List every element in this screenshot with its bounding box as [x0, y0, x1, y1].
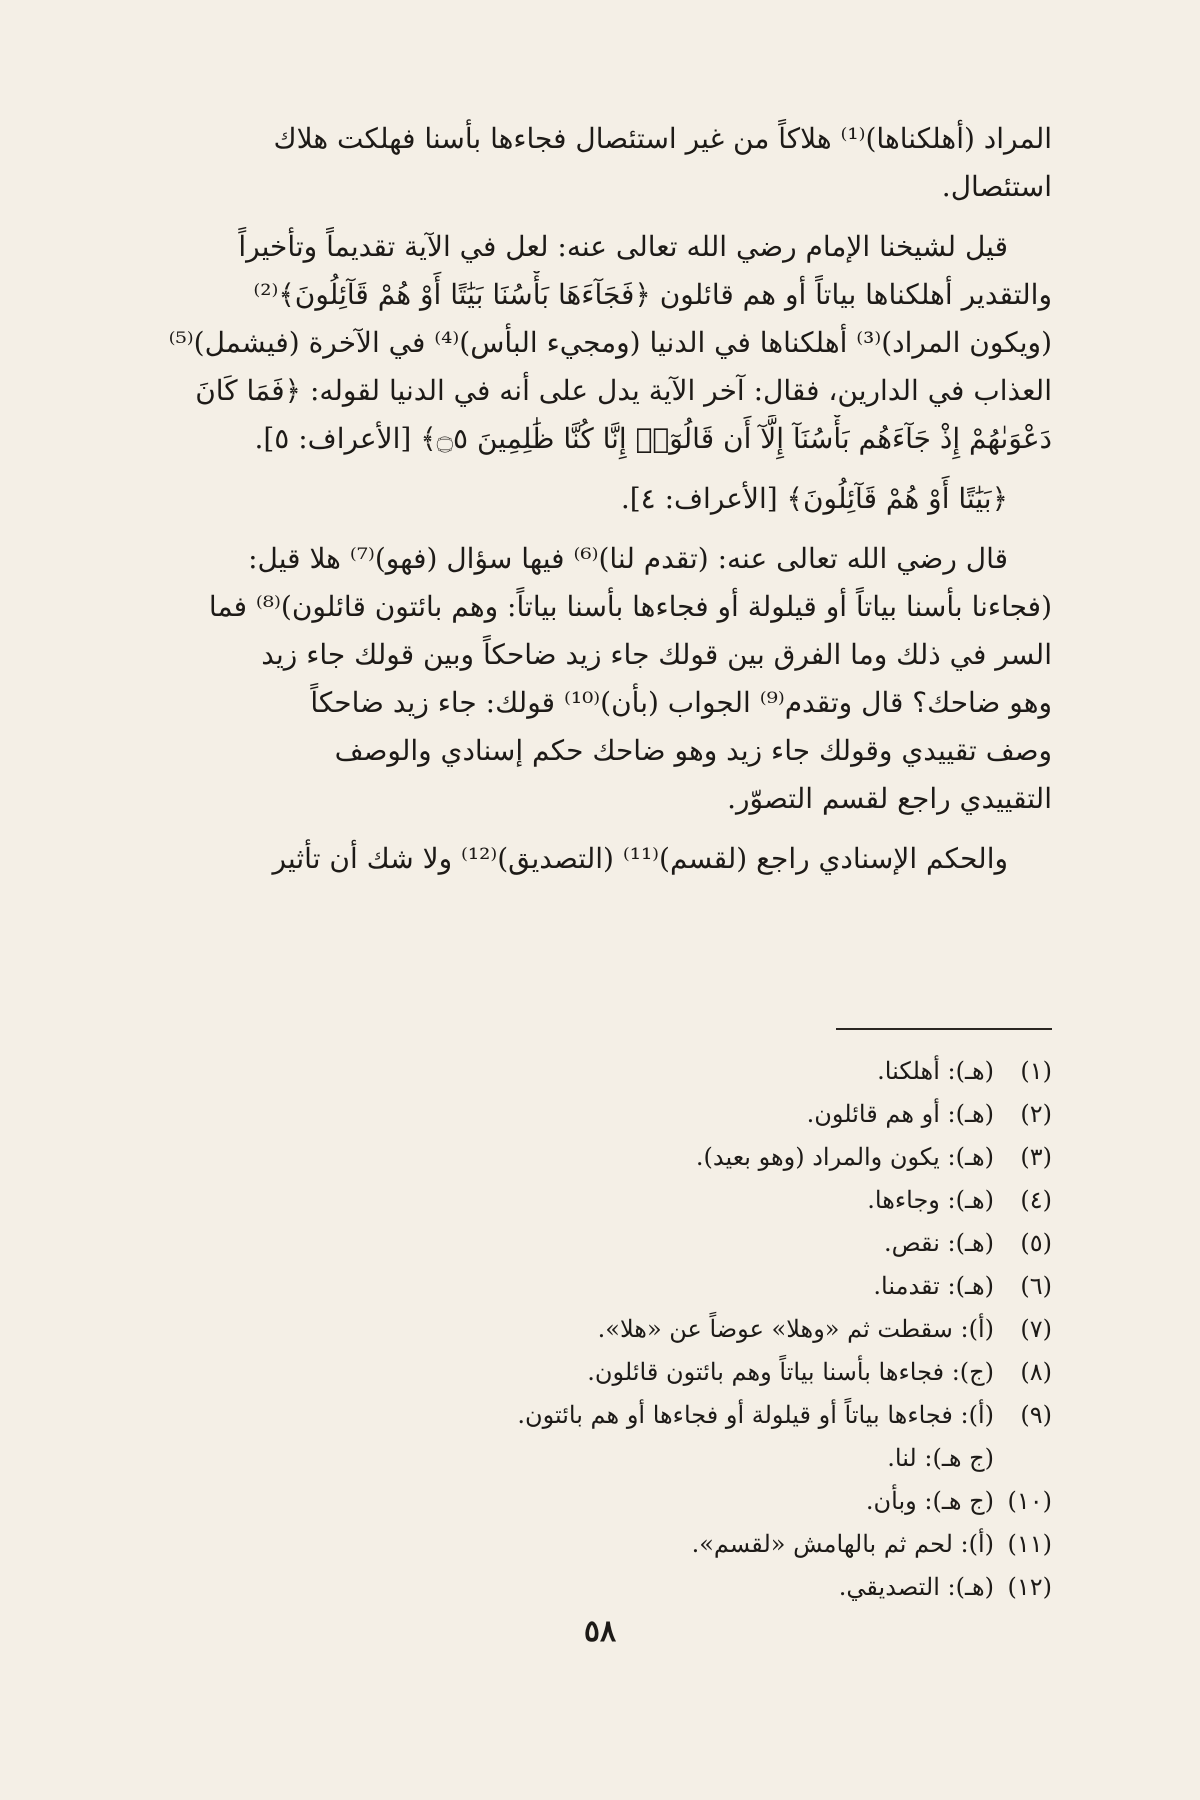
- footnote-text: (هـ): أو هم قائلون.: [806, 1100, 994, 1128]
- footnote: [92, 1308, 1052, 1351]
- text-line: ﴿بَيَٰتًا أَوْ هُمْ قَآئِلُونَ﴾ [الأعراف: ٤].: [620, 482, 1008, 515]
- footnote-text: (هـ): وجاءها.: [867, 1186, 994, 1214]
- text-line: استئصال.: [941, 170, 1052, 203]
- footnote: [92, 1093, 1052, 1136]
- footnote-text: (هـ): نقص.: [884, 1229, 994, 1257]
- text-line: المراد (أهلكناها)⁽¹⁾ هلاكاً من غير استئصال فجاءها بأسنا فهلكت هلاك: [273, 122, 1052, 155]
- text-line: (ويكون المراد)⁽³⁾ أهلكناها في الدنيا (ومجيء البأس)⁽⁴⁾ في الآخرة (فيشمل)⁽⁵⁾: [168, 326, 1052, 359]
- footnote: [92, 1265, 1052, 1308]
- footnote-text: (ج هـ): وبأن.: [865, 1487, 994, 1515]
- page-number: ٥٨: [583, 1614, 617, 1649]
- footnote: [92, 1136, 1052, 1179]
- footnote-number: (٤): [1020, 1186, 1052, 1214]
- paragraph-1: [92, 115, 1052, 211]
- footnote-number: (٦): [1020, 1272, 1052, 1300]
- footnote-continuation: [92, 1437, 1052, 1480]
- text-line: وهو ضاحك؟ قال وتقدم⁽⁹⁾ الجواب (بأن)⁽¹⁰⁾ قولك: جاء زيد ضاحكاً: [310, 686, 1052, 719]
- footnote-text: (ج هـ): لنا.: [887, 1444, 994, 1472]
- footnote-text: (هـ): يكون والمراد (وهو بعيد).: [695, 1143, 994, 1171]
- footnote-divider: [836, 1028, 1052, 1030]
- paragraph-3: [92, 475, 1052, 523]
- footnote-number: (٨): [1020, 1358, 1052, 1386]
- footnote-number: (٣): [1020, 1143, 1052, 1171]
- footnote: [92, 1351, 1052, 1394]
- footnote-text: (أ): فجاءها بياتاً أو قيلولة أو فجاءها أو هم بائتون.: [517, 1401, 994, 1429]
- footnote-number: (٩): [1020, 1401, 1052, 1429]
- text-line: والتقدير أهلكناها بياتاً أو هم قائلون ﴿فَجَآءَهَا بَأْسُنَا بَيَٰتًا أَوْ هُمْ قَآئِلُونَ﴾⁽²⁾: [253, 278, 1052, 311]
- paragraph-4: [92, 535, 1052, 823]
- footnote-number: (١٠): [1007, 1487, 1052, 1515]
- text-line: وصف تقييدي وقولك جاء زيد وهو ضاحك حكم إسنادي والوصف: [334, 734, 1052, 767]
- footnote-number: (٢): [1020, 1100, 1052, 1128]
- text-line: والحكم الإسنادي راجع (لقسم)⁽¹¹⁾ (التصديق)⁽¹²⁾ ولا شك أن تأثير: [272, 842, 1008, 875]
- footnote: [92, 1179, 1052, 1222]
- footnote-text: (أ): لحم ثم بالهامش «لقسم».: [691, 1530, 994, 1558]
- text-line: دَعْوَىٰهُمْ إِذْ جَآءَهُم بَأْسُنَآ إِلَّآ أَن قَالُوٓا۟ إِنَّا كُنَّا ظَٰلِمِينَ ۝٥﴾ [الأعراف: ٥].: [254, 422, 1052, 455]
- text-line: قال رضي الله تعالى عنه: (تقدم لنا)⁽⁶⁾ فيها سؤال (فهو)⁽⁷⁾ هلا قيل:: [248, 542, 1008, 575]
- main-text: [92, 115, 1052, 895]
- footnote: [92, 1222, 1052, 1265]
- footnote-number: (١٢): [1007, 1573, 1052, 1601]
- footnote-number: (١١): [1007, 1530, 1052, 1558]
- footnote: [92, 1523, 1052, 1566]
- footnote-text: (هـ): التصديقي.: [838, 1573, 994, 1601]
- footnote: [92, 1050, 1052, 1093]
- text-line: السر في ذلك وما الفرق بين قولك جاء زيد ضاحكاً وبين قولك جاء زيد: [261, 638, 1052, 671]
- footnote-number: (٧): [1020, 1315, 1052, 1343]
- footnote-text: (هـ): أهلكنا.: [877, 1057, 994, 1085]
- footnote-text: (ج): فجاءها بأسنا بياتاً وهم بائتون قائلون.: [587, 1358, 994, 1386]
- footnote-text: (هـ): تقدمنا.: [873, 1272, 994, 1300]
- footnotes: [92, 1050, 1052, 1609]
- text-line: العذاب في الدارين، فقال: آخر الآية يدل على أنه في الدنيا لقوله: ﴿فَمَا كَانَ: [195, 374, 1052, 407]
- footnote: [92, 1566, 1052, 1609]
- text-line: التقييدي راجع لقسم التصوّر.: [727, 782, 1052, 815]
- footnote: [92, 1394, 1052, 1437]
- text-line: (فجاءنا بأسنا بياتاً أو قيلولة أو فجاءها بأسنا بياتاً: وهم بائتون قائلون)⁽⁸⁾ فما: [208, 590, 1052, 623]
- footnote: [92, 1480, 1052, 1523]
- text-line: قيل لشيخنا الإمام رضي الله تعالى عنه: لعل في الآية تقديماً وتأخيراً: [238, 230, 1008, 263]
- paragraph-2: [92, 223, 1052, 463]
- paragraph-5: [92, 835, 1052, 883]
- footnote-number: (١): [1020, 1057, 1052, 1085]
- footnote-number: (٥): [1020, 1229, 1052, 1257]
- footnote-text: (أ): سقطت ثم «وهلا» عوضاً عن «هلا».: [597, 1315, 994, 1343]
